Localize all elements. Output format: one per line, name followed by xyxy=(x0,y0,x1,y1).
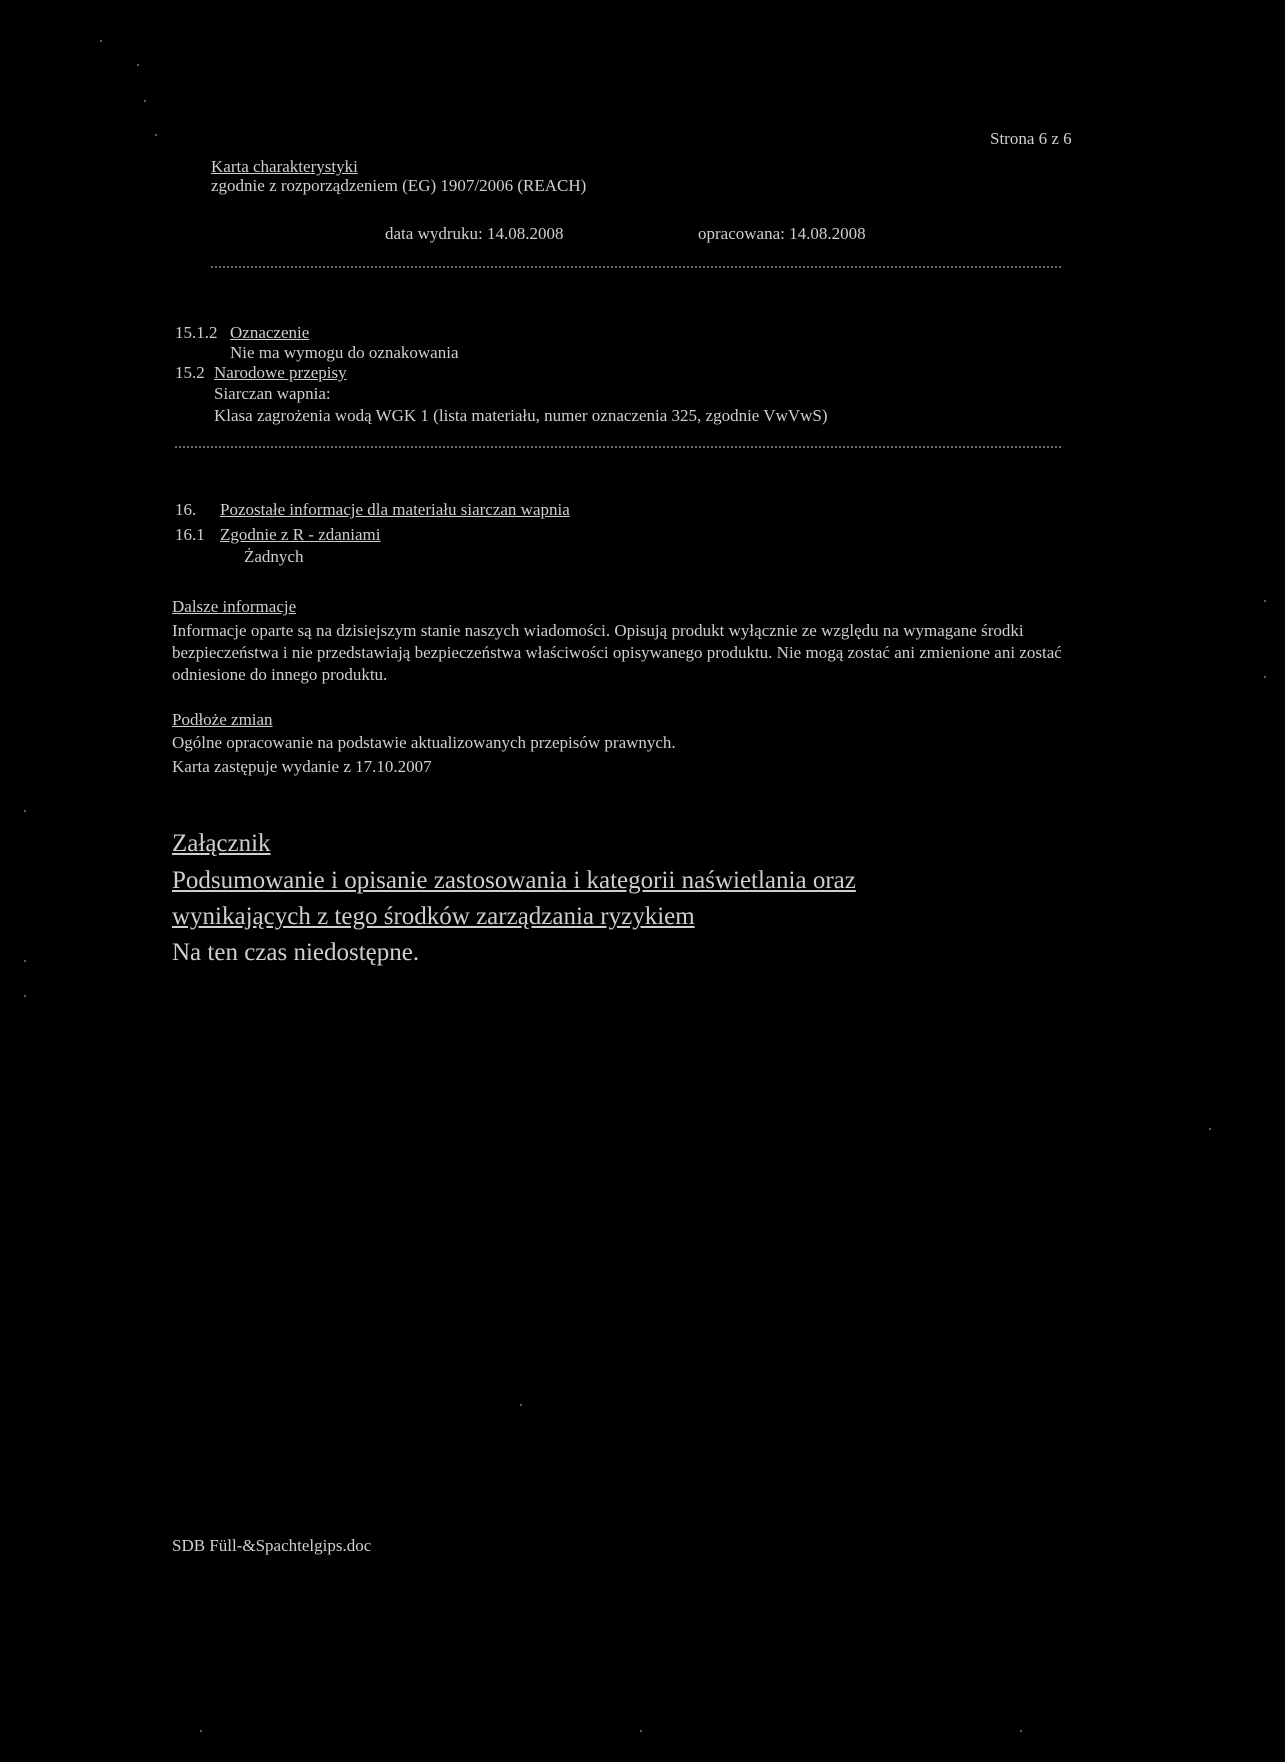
prepared-date: opracowana: 14.08.2008 xyxy=(698,224,866,243)
footer-filename: SDB Füll-&Spachtelgips.doc xyxy=(172,1536,372,1555)
section-15-1-2-text: Nie ma wymogu do oznakowania xyxy=(230,343,459,362)
annex-title: Załącznik xyxy=(172,830,271,857)
print-date: data wydruku: 14.08.2008 xyxy=(385,224,564,243)
change-basis-line1: Ogólne opracowanie na podstawie aktualizowanych przepisów prawnych. xyxy=(172,733,676,752)
scan-speck xyxy=(200,1730,202,1732)
section-16-title: Pozostałe informacje dla materiału siarczan wapnia xyxy=(220,500,570,519)
scan-speck xyxy=(640,1730,642,1732)
section-15-2-line2: Klasa zagrożenia wodą WGK 1 (lista materiału, numer oznaczenia 325, zgodnie VwVwS) xyxy=(214,406,828,425)
scan-speck xyxy=(520,1404,522,1406)
section-15-2-line1: Siarczan wapnia: xyxy=(214,384,331,403)
annex-text: Na ten czas niedostępne. xyxy=(172,939,420,966)
scan-speck xyxy=(1264,600,1266,602)
scan-speck xyxy=(24,810,26,812)
scan-speck xyxy=(1209,1128,1211,1130)
section-15-2-number: 15.2 xyxy=(175,363,205,382)
section-15-1-2-number: 15.1.2 xyxy=(175,323,218,342)
change-basis-line2: Karta zastępuje wydanie z 17.10.2007 xyxy=(172,757,432,776)
section-16-1-text: Żadnych xyxy=(244,547,304,566)
scan-speck xyxy=(144,100,146,102)
section-16-1-title: Zgodnie z R - zdaniami xyxy=(220,525,381,544)
header-divider xyxy=(211,266,1061,268)
section-16-number: 16. xyxy=(175,500,197,519)
page-number: Strona 6 z 6 xyxy=(990,129,1072,148)
scan-speck xyxy=(24,995,26,997)
document-title: Karta charakterystyki xyxy=(211,157,358,176)
scan-speck xyxy=(24,960,26,962)
scan-speck xyxy=(155,134,157,136)
section-15-2-title: Narodowe przepisy xyxy=(214,363,347,382)
change-basis-title: Podłoże zmian xyxy=(172,710,273,729)
annex-heading-line2: wynikających z tego środków zarządzania ryzykiem xyxy=(172,903,695,930)
further-info-text: Informacje oparte są na dzisiejszym stanie naszych wiadomości. Opisują produkt wyłącznie ze względu na wymagane środki bezpieczeństwa i nie przedstawiają bezpieczeństwa właściwości opisywanego produktu. Nie mogą zostać ani zmienione ani zostać odniesione do innego produktu. xyxy=(172,621,1062,684)
section-16-1-number: 16.1 xyxy=(175,525,205,544)
scan-speck xyxy=(1020,1730,1022,1732)
section-15-1-2-title: Oznaczenie xyxy=(230,323,310,342)
scan-speck xyxy=(100,40,102,42)
scan-speck xyxy=(137,64,139,66)
section-15-divider xyxy=(175,446,1061,448)
scan-speck xyxy=(1264,676,1266,678)
annex-heading-line1: Podsumowanie i opisanie zastosowania i kategorii naświetlania oraz xyxy=(172,867,856,894)
document-subtitle: zgodnie z rozporządzeniem (EG) 1907/2006 (REACH) xyxy=(211,176,587,195)
further-info-title: Dalsze informacje xyxy=(172,597,297,616)
